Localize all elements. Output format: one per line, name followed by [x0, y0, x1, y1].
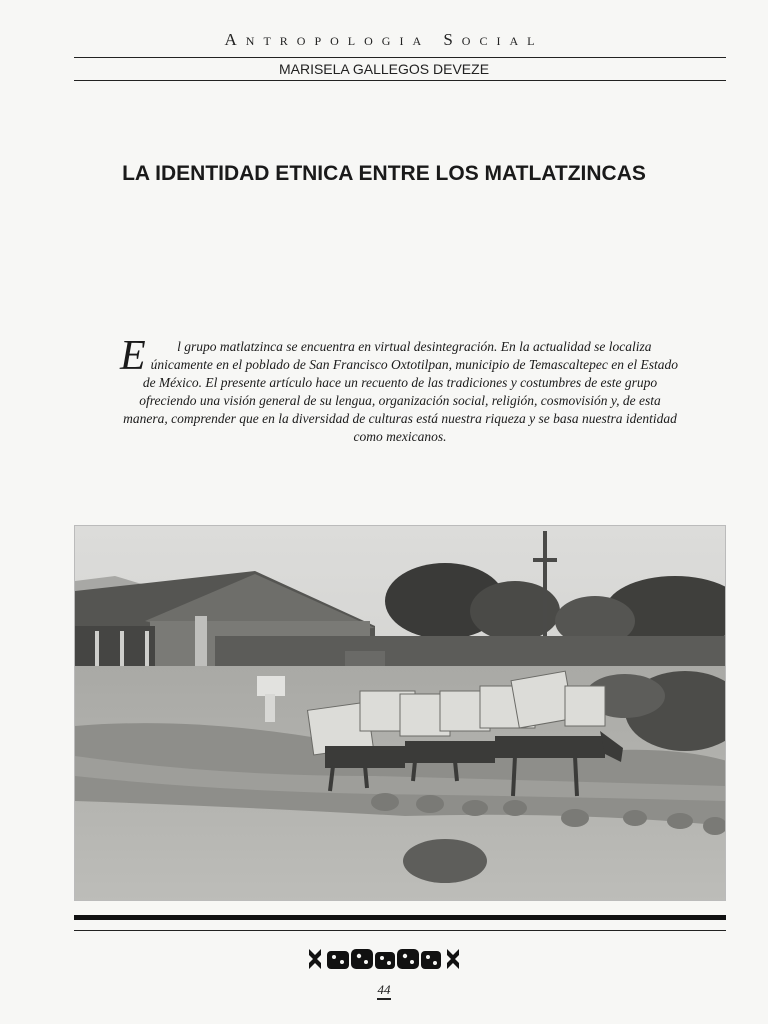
article-title: LA IDENTIDAD ETNICA ENTRE LOS MATLATZINCAS: [122, 162, 646, 185]
decorative-ornament: [0, 945, 768, 973]
footer-rule-thick: [74, 915, 726, 920]
abstract-dropcap: E: [120, 333, 146, 379]
header-rule-bottom: [74, 80, 726, 81]
photograph-mules-village: [74, 525, 726, 901]
page-number-underline: [377, 998, 391, 1000]
ornament-icon: [309, 945, 459, 973]
journal-title: Antropologia Social: [224, 30, 544, 49]
page-number: 44: [377, 982, 391, 997]
photograph-illustration: [75, 526, 726, 901]
abstract: [120, 333, 680, 446]
abstract-text: l grupo matlatzinca se encuentra en virtual desintegración. En la actualidad se localiza únicamente en el poblado de San Francisco Oxtotilpan, municipio de Temascaltepec en el Estado de México. El presente artículo hace un recuento de las tradiciones y costumbres de este grupo ofreciendo una visión general de su lengua, organización social, religión, cosmovisión y, de esta manera, comprender que en la diversidad de culturas está nuestra riqueza y se basa nuestra identidad como mexicanos.: [123, 339, 679, 444]
header-rule-top: [74, 57, 726, 58]
author-name: MARISELA GALLEGOS DEVEZE: [278, 61, 490, 77]
footer-rule-thin: [74, 930, 726, 931]
